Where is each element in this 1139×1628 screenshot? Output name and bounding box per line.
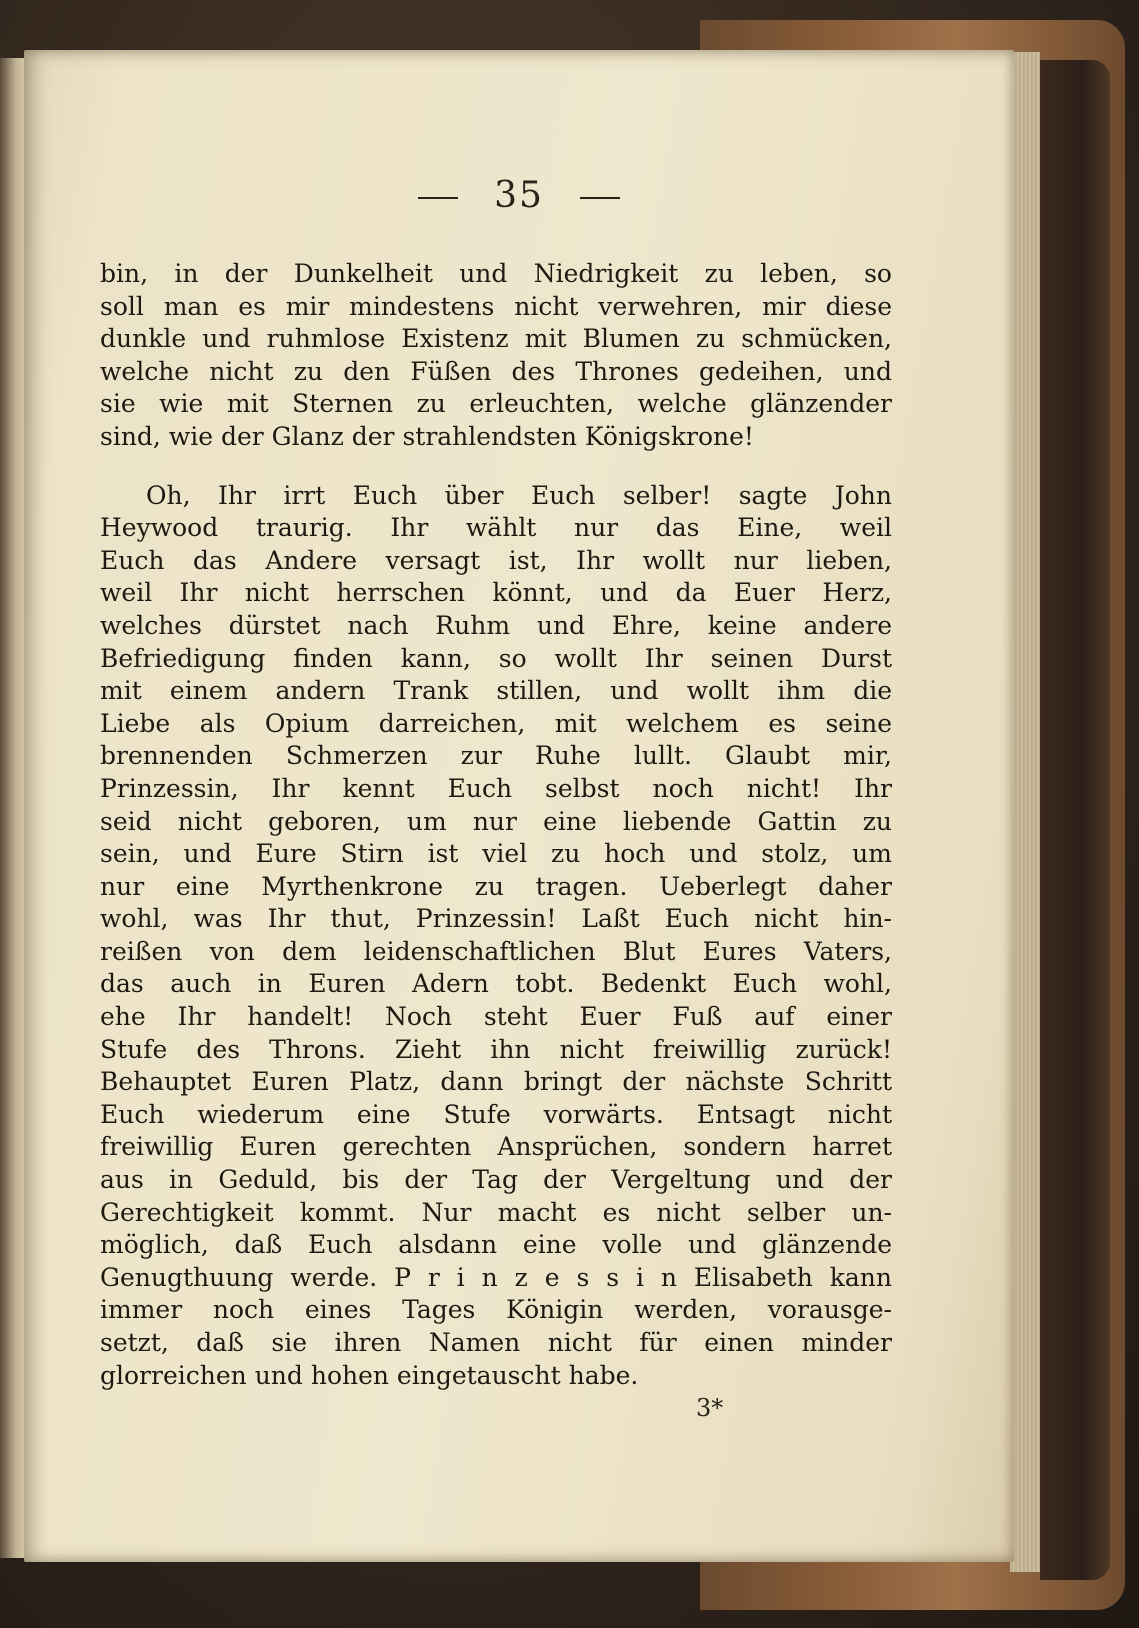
- book-spine-shadow: [1040, 60, 1110, 1580]
- facing-page-edge: [0, 58, 26, 1558]
- text-line: Genugthuung werde. P r i n z e s s i n Elisabeth kann: [100, 1262, 892, 1292]
- text-line: sein, und Eure Stirn ist viel zu hoch und stolz, um: [100, 839, 892, 869]
- text-line: Heywood traurig. Ihr wählt nur das Eine, weil: [100, 513, 892, 543]
- text-line: dunkle und ruhmlose Existenz mit Blumen zu schmücken,: [100, 324, 892, 354]
- text-line: sind, wie der Glanz der strahlendsten Königskrone!: [100, 421, 754, 451]
- text-line: seid nicht geboren, um nur eine liebende Gattin zu: [100, 806, 892, 836]
- text-line: sie wie mit Sternen zu erleuchten, welche glänzender: [100, 389, 892, 419]
- paragraph-1: [100, 258, 892, 454]
- text-line: welches dürstet nach Ruhm und Ehre, keine andere: [100, 610, 892, 640]
- paragraph-2: [100, 480, 892, 1393]
- text-line: ehe Ihr handelt! Noch steht Euer Fuß auf einer: [100, 1002, 892, 1032]
- text-line: Stufe des Throns. Zieht ihn nicht freiwillig zurück!: [100, 1034, 892, 1064]
- page-number: 35: [494, 175, 544, 216]
- text-line: aus in Geduld, bis der Tag der Vergeltung und der: [100, 1165, 892, 1195]
- book-page: [24, 50, 1014, 1562]
- signature-mark: 3*: [696, 1394, 724, 1422]
- text-line: setzt, daß sie ihren Namen nicht für einen minder: [100, 1328, 892, 1357]
- text-line: wohl, was Ihr thut, Prinzessin! Laßt Euch nicht hin-: [100, 904, 892, 934]
- text-line: reißen von dem leidenschaftlichen Blut Eures Vaters,: [100, 936, 892, 966]
- text-line: glorreichen und hohen eingetauscht habe.: [100, 1360, 639, 1390]
- text-line: Befriedigung finden kann, so wollt Ihr seinen Durst: [100, 643, 892, 673]
- text-line: Prinzessin, Ihr kennt Euch selbst noch nicht! Ihr: [100, 773, 892, 803]
- header-dash-right: [580, 197, 620, 199]
- page-header: [24, 175, 1014, 216]
- text-line: mit einem andern Trank stillen, und wollt ihm die: [100, 676, 892, 706]
- text-line: immer noch eines Tages Königin werden, vorausge-: [100, 1295, 892, 1325]
- text-line: bin, in der Dunkelheit und Niedrigkeit zu leben, so: [100, 259, 892, 288]
- text-line: möglich, daß Euch alsdann eine volle und glänzende: [100, 1230, 892, 1260]
- text-line: Gerechtigkeit kommt. Nur macht es nicht selber un-: [100, 1197, 892, 1227]
- text-line: Behauptet Euren Platz, dann bringt der nächste Schritt: [100, 1067, 892, 1097]
- text-line: das auch in Euren Adern tobt. Bedenkt Euch wohl,: [100, 969, 892, 999]
- text-line: weil Ihr nicht herrschen könnt, und da Euer Herz,: [100, 578, 892, 608]
- text-line: Liebe als Opium darreichen, mit welchem es seine: [100, 708, 892, 738]
- header-dash-left: [418, 197, 458, 199]
- page-stack-edge: [1010, 52, 1040, 1572]
- text-line: welche nicht zu den Füßen des Thrones gedeihen, und: [100, 356, 892, 386]
- paragraph-gap: [100, 454, 892, 480]
- body-text: [100, 258, 892, 1392]
- text-line: soll man es mir mindestens nicht verwehren, mir diese: [100, 291, 892, 321]
- text-line: Oh, Ihr irrt Euch über Euch selber! sagte John: [146, 480, 892, 510]
- text-line: Euch wiederum eine Stufe vorwärts. Entsagt nicht: [100, 1099, 892, 1129]
- text-line: freiwillig Euren gerechten Ansprüchen, sondern harret: [100, 1132, 892, 1162]
- text-line: Euch das Andere versagt ist, Ihr wollt nur lieben,: [100, 545, 892, 575]
- text-line: nur eine Myrthenkrone zu tragen. Ueberlegt daher: [100, 871, 892, 901]
- text-line: brennenden Schmerzen zur Ruhe lullt. Glaubt mir,: [100, 741, 892, 771]
